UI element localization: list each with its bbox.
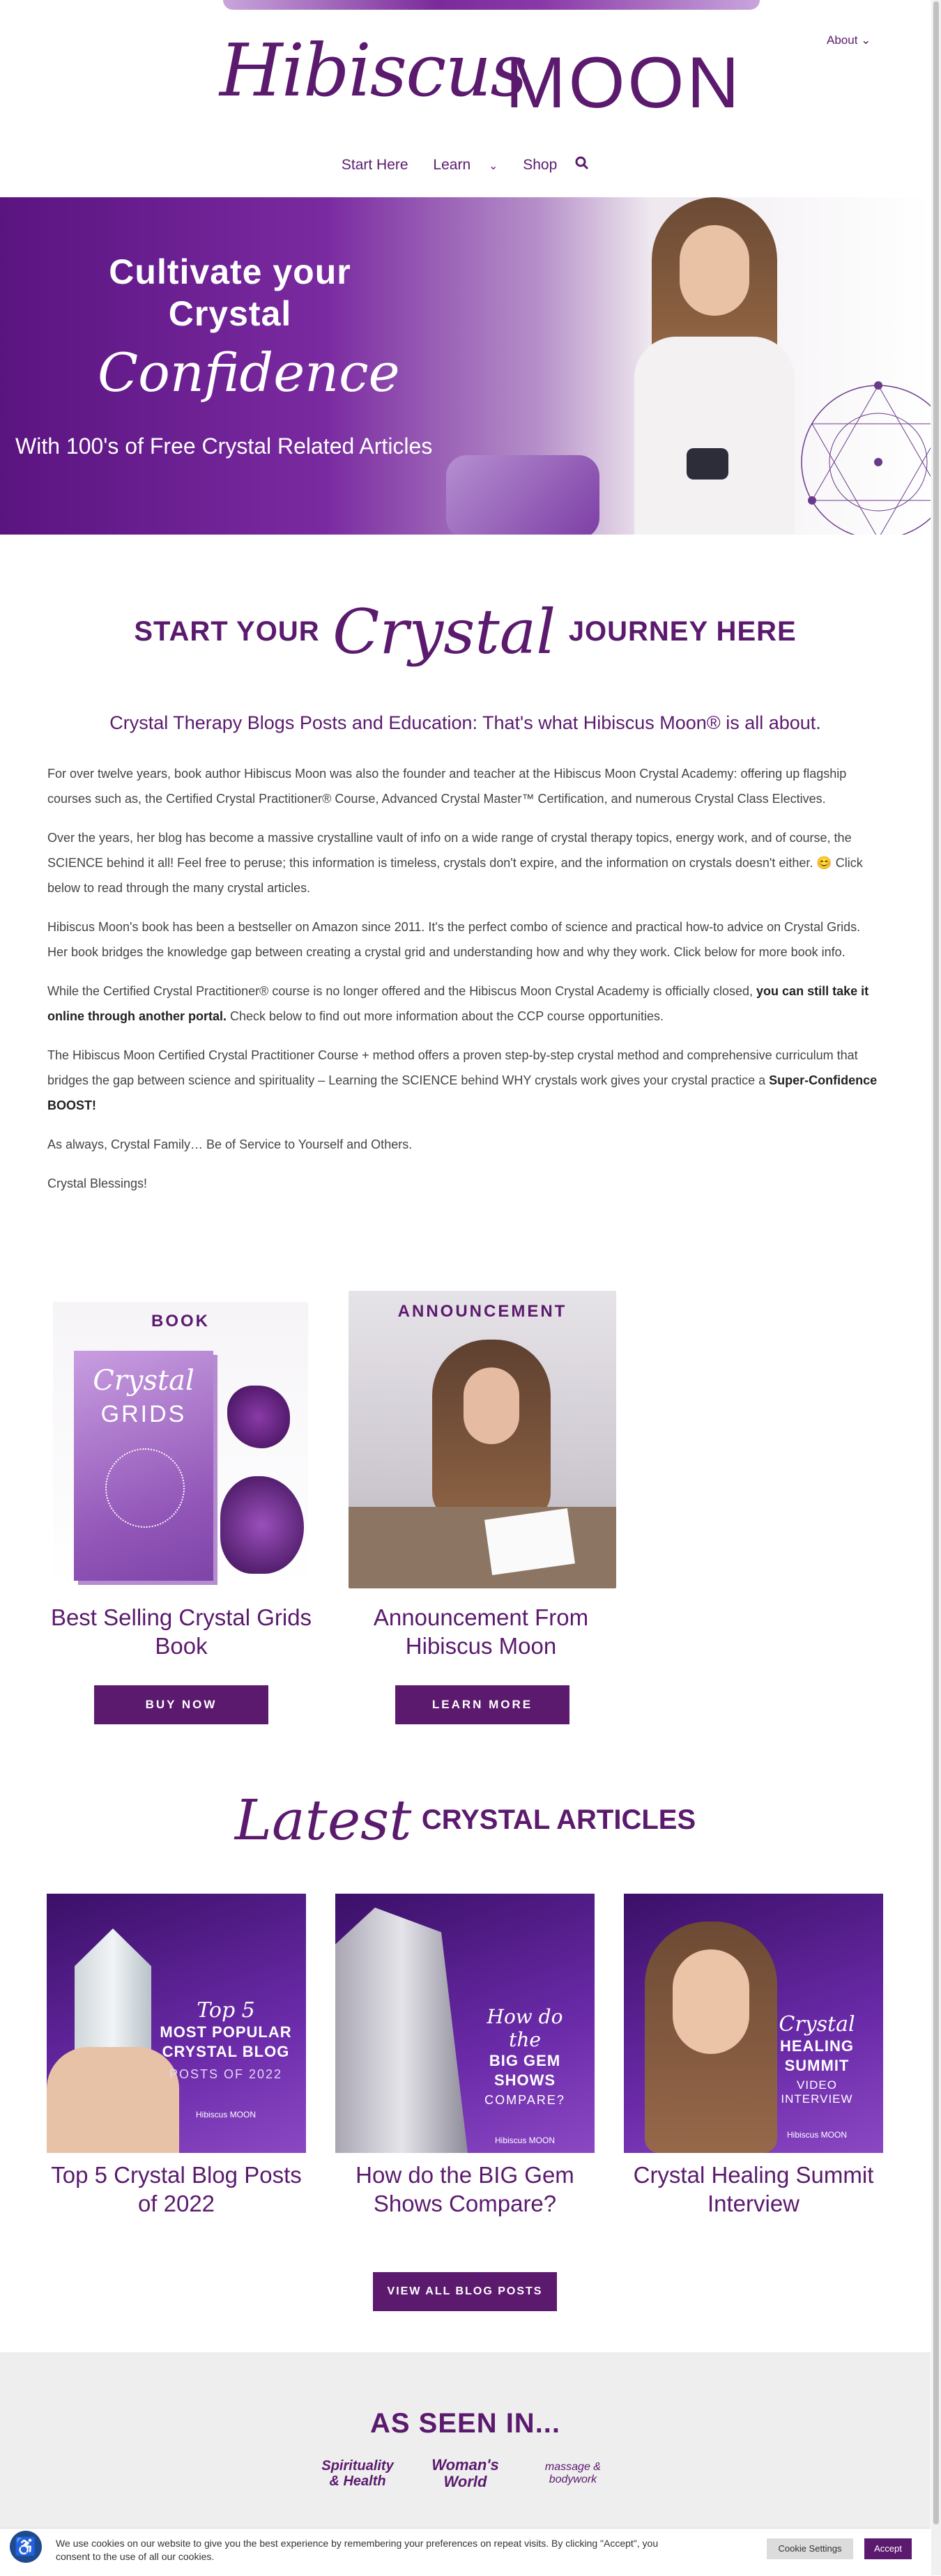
nav-learn-label: Learn <box>433 156 471 173</box>
journey-script: Crystal <box>332 596 556 668</box>
post-overlay-script: Crystal <box>779 2012 855 2037</box>
post-overlay-sub: POSTS OF 2022 <box>169 2067 283 2081</box>
search-icon[interactable] <box>575 156 589 174</box>
womans-world-logo: Woman's World <box>431 2456 499 2490</box>
post-overlay-caps: BIG GEM SHOWS <box>489 2052 561 2089</box>
latest-caps: CRYSTAL ARTICLES <box>421 1804 696 1835</box>
post-overlay-brand: Hibiscus MOON <box>195 2110 256 2119</box>
site-logo[interactable] <box>220 28 742 125</box>
book-cover-title: Crystal <box>93 1365 194 1397</box>
cookie-settings-button[interactable]: Cookie Settings <box>767 2538 853 2559</box>
as-seen-in-title: AS SEEN IN... <box>369 2408 561 2439</box>
press-logos <box>0 2457 931 2490</box>
text-span: Check below to find out more information about the CCP course opportunities. <box>226 1009 664 1023</box>
journey-heading <box>0 596 931 668</box>
latest-script: Latest <box>234 1788 412 1853</box>
about-label: About <box>827 33 858 47</box>
journey-pre: START YOUR <box>134 616 320 647</box>
intro-paragraph: For over twelve years, book author Hibiscus Moon was also the founder and teacher at the Hibiscus Moon Crystal Academy: offering up flagship courses such as, the Certified Crystal Practitioner® Course, Advanced Crystal Master™ Certification, and numerous Crystal Class Electives. <box>47 767 847 806</box>
logo-caps: MOON <box>505 43 742 123</box>
journey-tagline: Crystal Therapy Blogs Posts and Education: That's what Hibiscus Moon® is all about. <box>109 712 821 733</box>
post-thumbnail[interactable] <box>47 1894 306 2153</box>
post-overlay <box>469 2005 581 2145</box>
bold-text: you can still take it online through another portal. <box>47 984 869 1023</box>
learn-more-button[interactable]: LEARN MORE <box>395 1685 569 1724</box>
text-span: While the Certified Crystal Practitioner® course is no longer offered and the Hibiscus Moon Crystal Academy is officially closed, <box>47 984 757 998</box>
post-overlay <box>160 1998 292 2119</box>
book-card-title[interactable]: Best Selling Crystal Grids Book <box>50 1604 312 1659</box>
announcement-label: ANNOUNCEMENT <box>397 1302 567 1321</box>
post-overlay-caps: HEALING SUMMIT <box>780 2037 854 2074</box>
intro-paragraph <box>47 979 884 1029</box>
intro-paragraph: Hibiscus Moon's book has been a bestseller on Amazon since 2011. It's the perfect combo of science and practical how-to advice on Crystal Grids. Her book bridges the knowledge gap between creating a crystal grid and understanding how and why they work. Click below for more book info. <box>47 920 861 959</box>
intro-paragraph <box>47 1043 884 1118</box>
nav-start-here[interactable]: Start Here <box>341 156 408 173</box>
announcement-woman-face <box>464 1367 519 1444</box>
hero-subtitle: With 100's of Free Crystal Related Articles <box>15 434 433 459</box>
hero-pillow <box>446 455 599 535</box>
post-overlay-caps: MOST POPULAR CRYSTAL BLOG <box>160 2023 292 2060</box>
top-decorative-bar <box>223 0 760 10</box>
about-menu[interactable] <box>827 33 871 47</box>
notebook <box>484 1508 575 1575</box>
woman-face-photo <box>673 1949 749 2054</box>
bold-text: Super-Confidence BOOST! <box>47 1073 878 1112</box>
as-seen-in-section <box>0 2352 931 2528</box>
intro-paragraph: As always, Crystal Family… Be of Service to Yourself and Others. <box>47 1137 413 1151</box>
book-card-image[interactable] <box>53 1302 308 1589</box>
desk <box>349 1507 616 1588</box>
quartz-crystal-photo <box>335 1908 468 2153</box>
post-overlay-sub: VIDEO INTERVIEW <box>781 2078 853 2106</box>
chevron-down-icon: ⌄ <box>861 33 871 47</box>
announcement-card-image[interactable] <box>349 1291 616 1588</box>
amethyst-cluster <box>220 1476 304 1574</box>
hero-title-line1: Cultivate your <box>109 252 351 291</box>
book-cover-grid-graphic <box>105 1448 185 1528</box>
intro-paragraph: Crystal Blessings! <box>47 1176 148 1190</box>
hero-title-script: Confidence <box>98 342 400 404</box>
book-label: BOOK <box>151 1312 210 1331</box>
post-overlay-brand: Hibiscus MOON <box>494 2136 555 2145</box>
massage-bodywork-logo: massage & bodywork <box>544 2461 601 2485</box>
hero-title-line2: Crystal <box>168 294 292 333</box>
post-title[interactable]: Crystal Healing Summit Interview <box>633 2162 874 2216</box>
page-scrollbar-thumb[interactable] <box>933 1 939 2524</box>
journey-post: JOURNEY HERE <box>568 616 797 647</box>
logo-script: Hibiscus <box>220 28 526 113</box>
post-thumbnail[interactable] <box>335 1894 595 2153</box>
post-thumbnail[interactable] <box>624 1894 883 2153</box>
post-overlay-script: Top 5 <box>197 1998 255 2023</box>
post-overlay-brand: Hibiscus MOON <box>786 2130 847 2140</box>
nav-shop[interactable]: Shop <box>523 156 558 173</box>
view-all-blog-posts-button[interactable]: VIEW ALL BLOG POSTS <box>373 2272 557 2311</box>
hero-title <box>56 251 404 335</box>
post-overlay-script: How do the <box>487 2005 563 2051</box>
post-overlay <box>765 2012 869 2140</box>
intro-body <box>47 761 884 1210</box>
cookie-accept-button[interactable]: Accept <box>864 2538 912 2559</box>
main-nav <box>0 156 931 174</box>
sacred-geometry-graphic <box>788 371 931 535</box>
post-overlay-sub: COMPARE? <box>484 2093 565 2107</box>
spirituality-health-logo: Spirituality & Health <box>321 2458 394 2489</box>
book-cover <box>74 1351 213 1581</box>
chevron-down-icon: ⌄ <box>488 160 498 172</box>
latest-articles-heading <box>0 1788 931 1853</box>
accessibility-icon[interactable]: ♿ <box>10 2531 42 2563</box>
announcement-card-title[interactable]: Announcement From Hibiscus Moon <box>373 1604 589 1659</box>
nav-learn[interactable] <box>426 157 505 173</box>
hero-woman-photo <box>613 197 816 535</box>
text-span: The Hibiscus Moon Certified Crystal Practitioner Course + method offers a proven step-by-step crystal method and comprehensive curriculum that bridges the gap between science and spirituality – Learning the SCIENCE behind WHY crystals work gives your crystal practice a <box>47 1048 858 1087</box>
amethyst-cluster <box>227 1386 290 1448</box>
intro-paragraph: Over the years, her blog has become a massive crystalline vault of info on a wide range of crystal therapy topics, energy work, and of course, the SCIENCE behind it all! Feel free to peruse; this information is timeless, crystals don't expire, and the information on crystals doesn't either. 😊 Click below to read through the many crystal articles. <box>47 831 863 895</box>
buy-now-button[interactable]: BUY NOW <box>94 1685 268 1724</box>
post-title[interactable]: How do the BIG Gem Shows Compare? <box>355 2162 574 2216</box>
post-title[interactable]: Top 5 Crystal Blog Posts of 2022 <box>51 2162 302 2216</box>
cookie-text: We use cookies on our website to give you the best experience by remembering your preferences on repeat visits. By clicking "Accept", you consent to the use of all our cookies. <box>56 2538 659 2562</box>
book-cover-title2: GRIDS <box>100 1401 187 1427</box>
